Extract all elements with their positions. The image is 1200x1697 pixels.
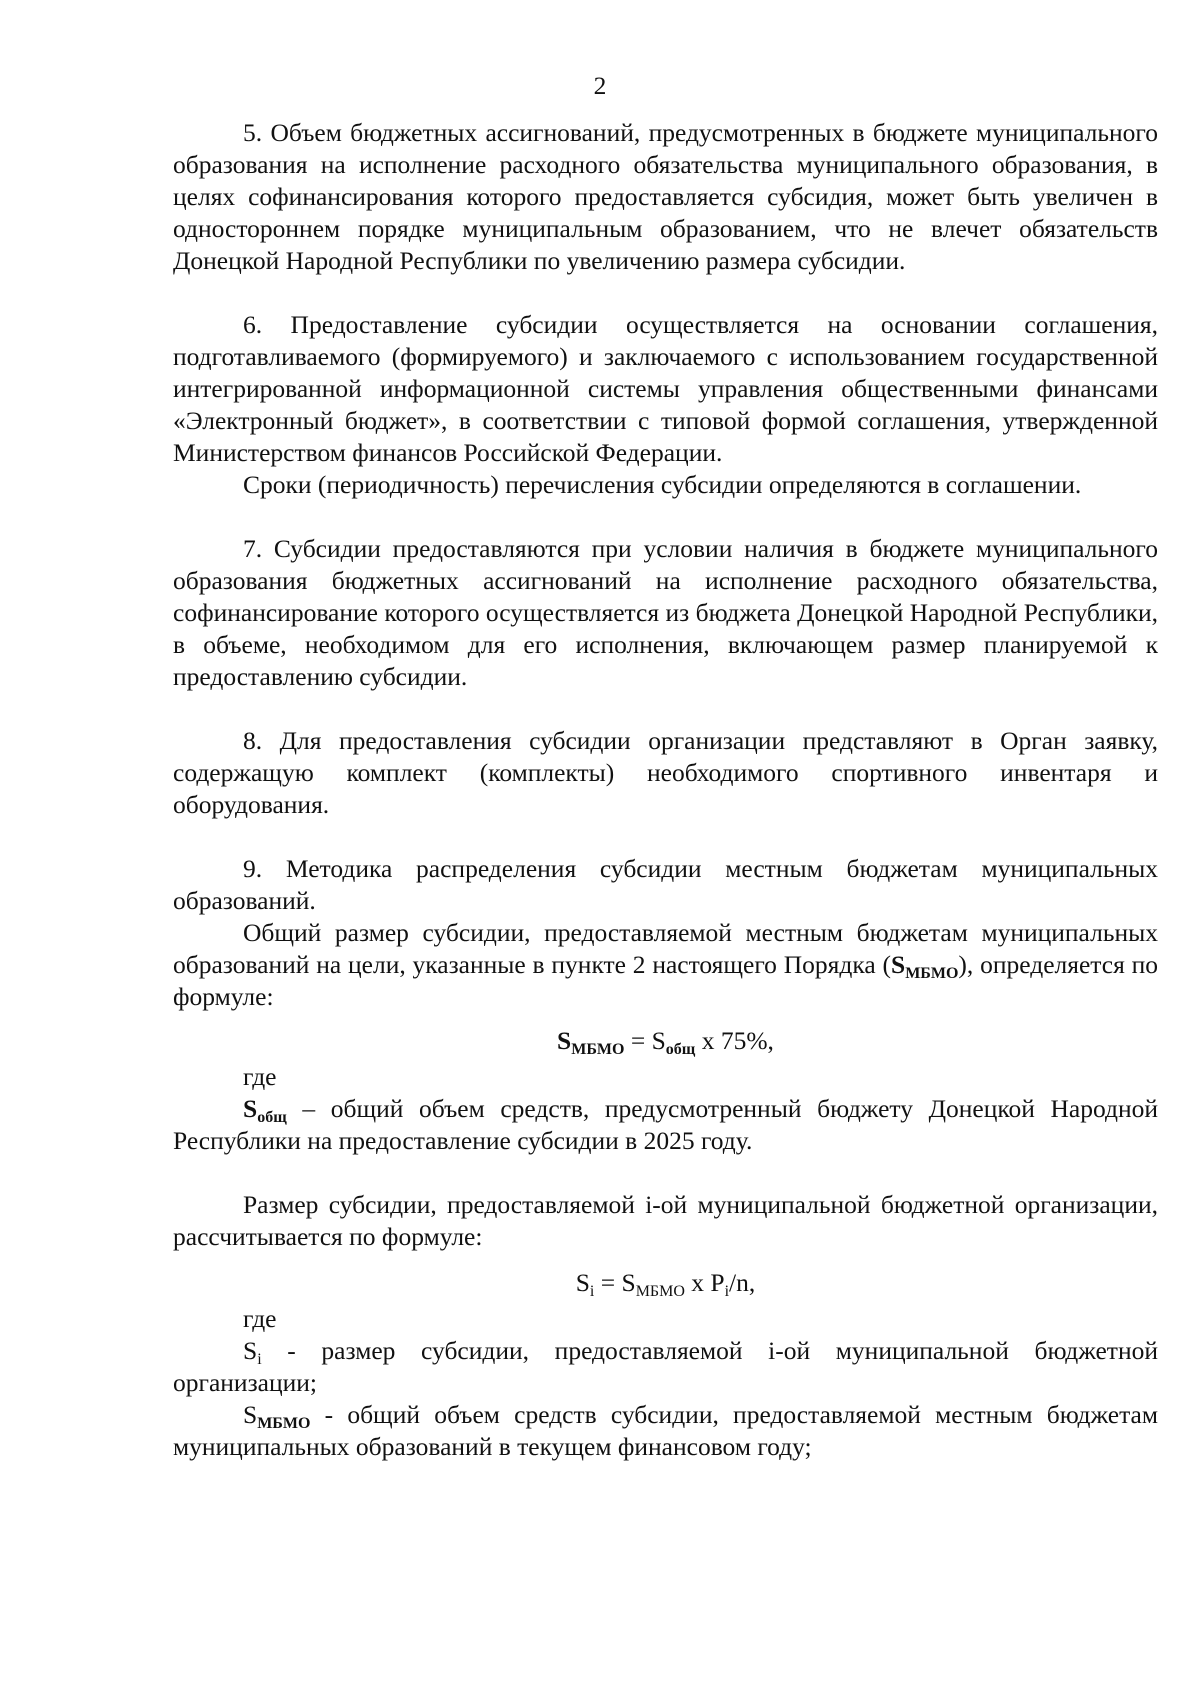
paragraph-7: 7. Субсидии предоставляются при условии наличия в бюджете муниципального образования бюджетных ассигнований на исполнение расходного обязательства, софинансирование которого осуществляется из бюджета Донецкой Народной Республики, в объеме, необходимом для его исполнения, включающем размер планируемой к предоставлению субсидии. — [173, 534, 1158, 691]
where-label-2: где — [243, 1304, 277, 1333]
p9-symbol: $S_{МБМО}$ — [891, 950, 959, 982]
p9-post-text: ), определяется по формуле: — [173, 950, 1158, 1011]
formula-total-lhs: $S_{МБМО}$ — [557, 1026, 625, 1058]
formula-individual: $S_i = S_{МБМО}$ x $P_i/n$, — [575, 1268, 756, 1300]
paragraph-6-terms: Сроки (периодичность) перечисления субсидии определяются в соглашении. — [243, 470, 1082, 499]
paragraph-6: 6. Предоставление субсидии осуществляется на основании соглашения, подготавливаемого (формируемого) и заключаемого с использованием государственной интегрированной информационной системы управления общественными финансами «Электронный бюджет», в соответствии с типовой формой соглашения, утвержденной Министерством финансов Российской Федерации. — [173, 310, 1158, 467]
definition-s-mbmo: $S_{МБМО}$ - общий объем средств субсидии, предоставляемой местным бюджетам муниципальных образований в текущем финансовом году; — [173, 1400, 1158, 1461]
formula-total: $S_{МБМО} = S_{общ}$ x 75%, — [557, 1026, 774, 1058]
def1-symbol: $S_{общ}$ — [243, 1094, 287, 1126]
paragraph-8: 8. Для предоставления субсидии организации представляют в Орган заявку, содержащую комплект (комплекты) необходимого спортивного инвентаря и оборудования. — [173, 726, 1158, 819]
page-number: 2 — [593, 71, 607, 100]
paragraph-9-total — [173, 917, 1158, 1013]
paragraph-10: Размер субсидии, предоставляемой i-ой муниципальной бюджетной организации, рассчитывается по формуле: — [173, 1190, 1158, 1251]
p9-pre-text: Общий размер субсидии, предоставляемой местным бюджетам муниципальных образований на цели, указанные в пункте 2 настоящего Порядка ( — [173, 918, 1158, 979]
where-label-1: где — [243, 1062, 277, 1091]
paragraph-9: 9. Методика распределения субсидии местным бюджетам муниципальных образований. — [173, 854, 1158, 915]
definition-s-total: $S_{общ}$ – общий объем средств, предусмотренный бюджету Донецкой Народной Республики на предоставление субсидии в 2025 году. — [173, 1094, 1158, 1155]
definition-s-i: $S_i$ - размер субсидии, предоставляемой i-ой муниципальной бюджетной организации; — [173, 1336, 1158, 1397]
paragraph-5: 5. Объем бюджетных ассигнований, предусмотренных в бюджете муниципального образования на исполнение расходного обязательства муниципального образования, в целях софинансирования которого предоставляется субсидия, может быть увеличен в одностороннем порядке муниципальным образованием, что не влечет обязательств Донецкой Народной Республики по увеличению размера субсидии. — [173, 118, 1158, 275]
document-body — [173, 117, 1158, 1463]
